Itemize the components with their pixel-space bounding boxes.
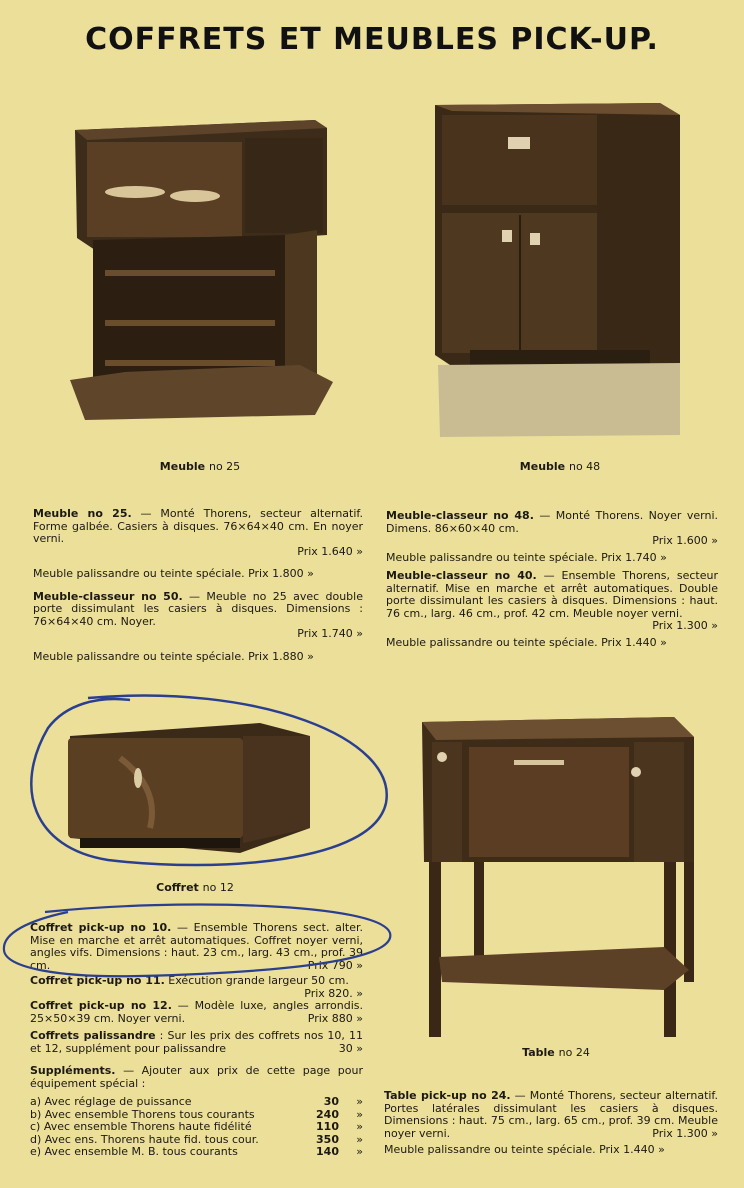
supplement-q: » bbox=[356, 1145, 363, 1158]
supplement-label: d) Avec ens. Thorens haute fid. tous cour. bbox=[30, 1132, 259, 1146]
supplement-label: e) Avec ensemble M. B. tous courants bbox=[30, 1145, 238, 1158]
supplement-value: 30 bbox=[323, 1095, 339, 1108]
meuble-25-paragraph: Meuble no 25. — Monté Thorens, secteur alternatif. Forme galbée. Casiers à disques. 76×64×40 cm. En noyer verni. Prix 1.640 » bbox=[33, 507, 363, 558]
meuble-50-paragraph: Meuble-classeur no 50. — Meuble no 25 avec double porte dissimulant les casiers à disques. Dimensions : 76×64×40 cm. Noyer. Prix 1.740 » bbox=[33, 589, 363, 640]
supplement-row bbox=[30, 1146, 363, 1159]
meuble-50-alt-price: Meuble palissandre ou teinte spéciale. Prix 1.880 » bbox=[33, 649, 314, 663]
supplement-label: b) Avec ensemble Thorens tous courants bbox=[30, 1107, 255, 1121]
supplement-q: » bbox=[356, 1107, 363, 1121]
table-24-alt-price: Meuble palissandre ou teinte spéciale. Prix 1.440 » bbox=[384, 1143, 665, 1156]
supplement-value: 350 bbox=[316, 1132, 339, 1146]
meuble-48-alt-price: Meuble palissandre ou teinte spéciale. Prix 1.740 » bbox=[386, 550, 667, 564]
meuble-25-alt-price: Meuble palissandre ou teinte spéciale. Prix 1.800 » bbox=[33, 567, 314, 580]
supplements-intro: Suppléments. — Ajouter aux prix de cette page pour équipement spécial : bbox=[30, 1064, 363, 1090]
meuble-25-caption: Meuble no 25 bbox=[159, 460, 241, 473]
supplement-value: 140 bbox=[316, 1145, 339, 1158]
supplement-q: » bbox=[356, 1132, 363, 1146]
meuble-48-paragraph: Meuble-classeur no 48. — Monté Thorens. Noyer verni. Dimens. 86×60×40 cm. Prix 1.600 » bbox=[386, 509, 718, 547]
meuble-48-image bbox=[430, 95, 690, 440]
meuble-40-paragraph: Meuble-classeur no 40. — Ensemble Thorens, secteur alternatif. Mise en marche et arrêt automatiques. Double porte dissimulant les casiers à disques. Dimensions : haut. 76 cm., larg. 46 cm., prof. 42 cm. Meuble noyer verni. Prix 1.300 » bbox=[386, 569, 719, 632]
supplement-row bbox=[30, 1096, 363, 1109]
supplement-value: 240 bbox=[316, 1107, 339, 1121]
coffret-12-image bbox=[60, 718, 320, 858]
coffret-10-paragraph: Coffret pick-up no 10. — Ensemble Thorens sect. alter. Mise en marche et arrêt automatiques. Coffret noyer verni, angles vifs. Dimensions : haut. 23 cm., larg. 43 cm., prof. 39 cm. Prix 790 » bbox=[30, 921, 363, 972]
coffret-11-paragraph: Coffret pick-up no 11. Exécution grande largeur 50 cm. Prix 820. » bbox=[30, 974, 363, 1000]
table-24-paragraph: Table pick-up no 24. — Monté Thorens, secteur alternatif. Portes latérales dissimulant les casiers à disques. Dimensions : haut. 75 cm., larg. 65 cm., prof. 39 cm. Meuble noyer verni. Prix 1.300 » bbox=[384, 1089, 719, 1140]
supplement-label: a) Avec réglage de puissance bbox=[30, 1095, 192, 1108]
supplement-q: » bbox=[356, 1095, 363, 1108]
supplement-row bbox=[30, 1121, 363, 1134]
coffrets-description bbox=[30, 922, 363, 1159]
meuble-48-description bbox=[386, 510, 718, 659]
meuble-48-caption: Meuble no 48 bbox=[519, 460, 601, 473]
meuble-40-alt-price: Meuble palissandre ou teinte spéciale. Prix 1.440 » bbox=[386, 635, 667, 649]
meuble-25-description bbox=[33, 508, 363, 673]
meuble-25-image bbox=[65, 110, 340, 440]
page-title: COFFRETS ET MEUBLES PICK-UP. bbox=[85, 22, 659, 57]
supplements-list bbox=[30, 1096, 363, 1159]
supplement-label: c) Avec ensemble Thorens haute fidélité bbox=[30, 1120, 252, 1133]
table-24-image bbox=[414, 712, 704, 1044]
coffret-12-caption: Coffret no 12 bbox=[156, 881, 234, 894]
coffrets-palissandre-paragraph: Coffrets palissandre : Sur les prix des coffrets nos 10, 11 et 12, supplément pour palissandre 30 » bbox=[30, 1029, 363, 1055]
supplement-value: 110 bbox=[316, 1120, 339, 1133]
table-24-description bbox=[384, 1090, 718, 1167]
supplement-q: » bbox=[356, 1120, 363, 1133]
table-24-caption: Table no 24 bbox=[522, 1046, 590, 1059]
coffret-12-paragraph: Coffret pick-up no 12. — Modèle luxe, angles arrondis. 25×50×39 cm. Noyer verni. Prix 880 » bbox=[30, 999, 363, 1025]
